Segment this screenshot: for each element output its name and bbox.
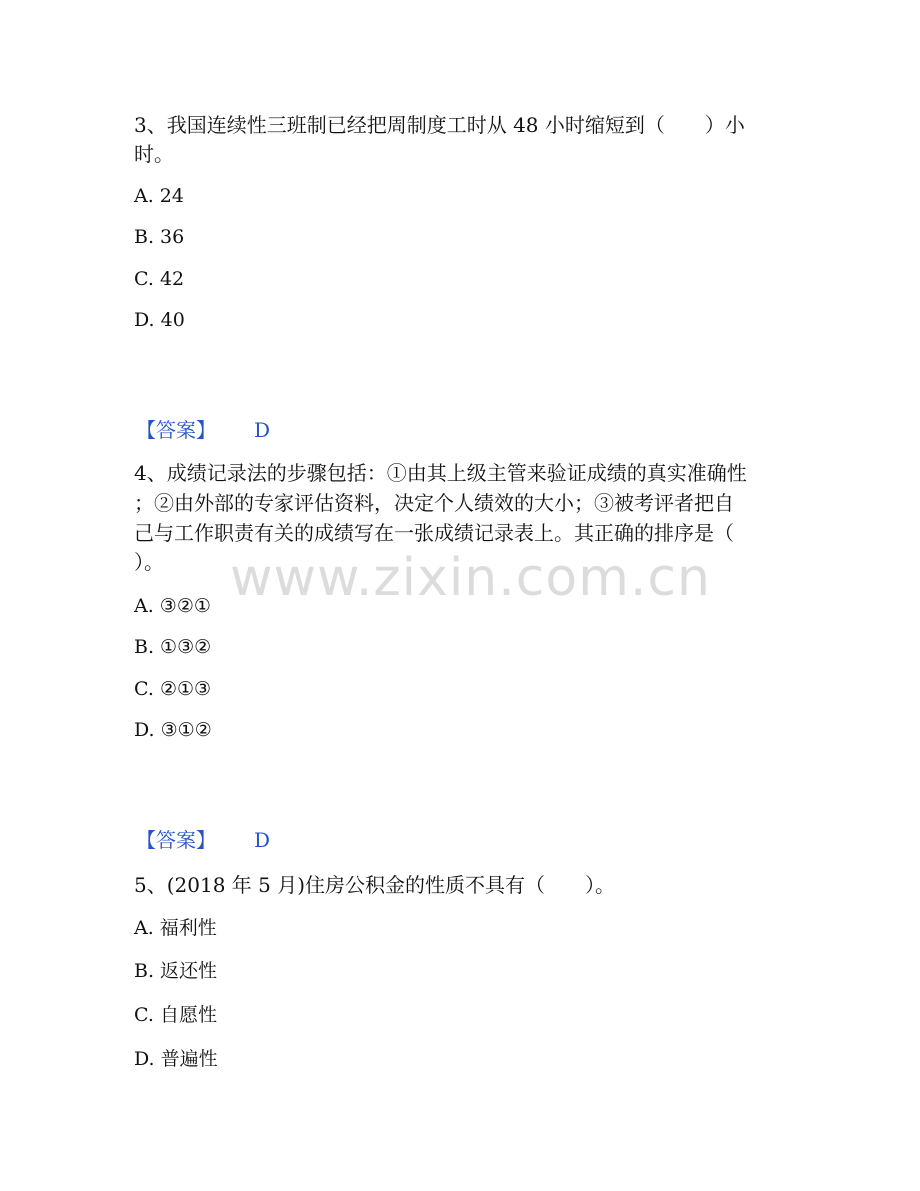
question-4-option-c: C. ②①③	[134, 678, 212, 700]
question-5-option-d: D. 普遍性	[134, 1048, 218, 1070]
question-5-option-b: B. 返还性	[134, 960, 218, 982]
question-5-option-a: A. 福利性	[134, 917, 217, 939]
question-4-text-line-1: 4、成绩记录法的步骤包括：①由其上级主管来验证成绩的真实准确性	[134, 461, 747, 485]
question-4-option-a: A. ③②①	[134, 595, 211, 617]
question-4-text-line-3: 己与工作职责有关的成绩写在一张成绩记录表上。其正确的排序是（	[134, 521, 734, 545]
question-5-text-line-1: 5、(2018 年 5 月)住房公积金的性质不具有（ ）。	[134, 873, 616, 897]
question-4-text-line-2: ；②由外部的专家评估资料，决定个人绩效的大小；③被考评者把自	[134, 491, 734, 515]
question-3-text-line-2: 时。	[134, 142, 174, 166]
answer-value: D	[254, 418, 271, 442]
question-3-text-line-1: 3、我国连续性三班制已经把周制度工时从 48 小时缩短到（ ）小	[134, 113, 745, 137]
answer-label: 【答案】	[136, 418, 216, 442]
question-3-answer	[136, 416, 270, 444]
question-3-option-b: B. 36	[134, 226, 185, 248]
question-4-option-d: D. ③①②	[134, 719, 212, 741]
answer-value: D	[254, 828, 271, 852]
answer-label: 【答案】	[136, 828, 216, 852]
question-4-answer	[136, 826, 270, 854]
question-4-text-line-4: ）。	[134, 550, 164, 574]
watermark: www.zixin.com.cn	[230, 548, 711, 608]
question-3-option-c: C. 42	[134, 268, 185, 290]
question-5-option-c: C. 自愿性	[134, 1004, 217, 1026]
question-3-option-d: D. 40	[134, 309, 185, 331]
question-3-option-a: A. 24	[134, 185, 184, 207]
question-4-option-b: B. ①③②	[134, 636, 212, 658]
